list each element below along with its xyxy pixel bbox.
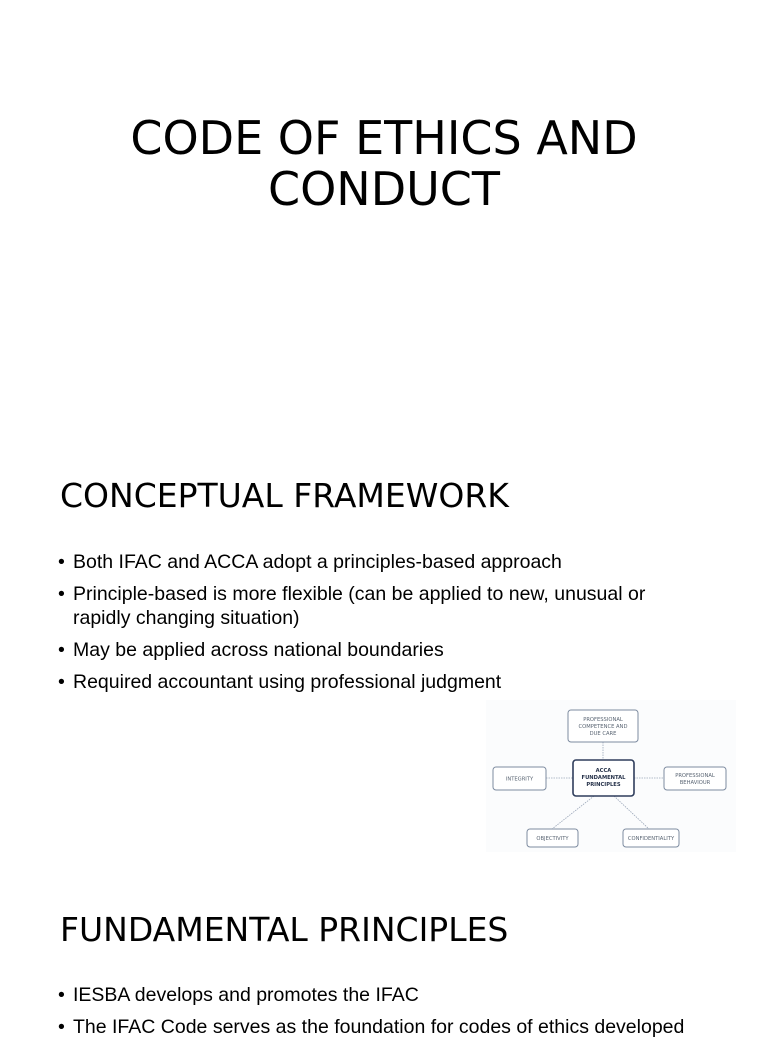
bullet-dot: • <box>58 583 65 605</box>
bullet-dot: • <box>58 671 65 693</box>
principles-diagram <box>486 700 736 852</box>
bullet-text: IESBA develops and promotes the IFAC <box>73 984 419 1006</box>
box-center-line-3: PRINCIPLES <box>586 782 621 788</box>
box-top-line-3: DUE CARE <box>589 731 617 737</box>
bullet-list <box>58 550 708 702</box>
conceptual-framework-slide <box>0 432 768 864</box>
bullet-list <box>58 983 708 1047</box>
box-right-line-1: PROFESSIONAL <box>675 773 715 779</box>
title-slide <box>0 0 768 432</box>
bullet-dot: • <box>58 984 65 1006</box>
bullet-text: Required accountant using professional judgment <box>73 671 502 693</box>
bullet-item <box>58 582 708 630</box>
box-top-line-1: PROFESSIONAL <box>583 717 623 723</box>
connector-bottom-left <box>552 796 594 829</box>
bullet-item <box>58 983 708 1007</box>
fundamental-principles-slide <box>0 864 768 1038</box>
section-title: FUNDAMENTAL PRINCIPLES <box>60 910 509 949</box>
main-title <box>0 113 768 215</box>
bullet-text: The IFAC Code serves as the foundation for codes of ethics developed <box>73 1016 685 1038</box>
main-title-line-2: CONDUCT <box>267 162 501 216</box>
bullet-text: Both IFAC and ACCA adopt a principles-based approach <box>73 551 562 573</box>
box-center-line-1: ACCA <box>595 768 612 774</box>
bullet-text: Principle-based is more flexible (can be applied to new, unusual or rapidly changing situation) <box>73 583 646 629</box>
box-bottom-right-label: CONFIDENTIALITY <box>627 836 675 842</box>
main-title-line-1: CODE OF ETHICS AND <box>130 111 638 165</box>
bullet-item <box>58 670 708 694</box>
bullet-item <box>58 1015 708 1039</box>
box-left-label: INTEGRITY <box>505 776 534 783</box>
bullet-item <box>58 550 708 574</box>
box-center-line-2: FUNDAMENTAL <box>581 775 626 781</box>
bullet-item <box>58 638 708 662</box>
bullet-dot: • <box>58 1016 65 1038</box>
bullet-text: May be applied across national boundaries <box>73 639 444 661</box>
box-top-line-2: COMPETENCE AND <box>578 724 628 730</box>
bullet-dot: • <box>58 639 65 661</box>
box-bottom-left-label: OBJECTIVITY <box>536 836 569 842</box>
connector-bottom-right <box>614 796 649 829</box>
bullet-dot: • <box>58 551 65 573</box>
principles-diagram-svg <box>486 700 736 852</box>
box-right-line-2: BEHAVIOUR <box>679 780 711 786</box>
section-title: CONCEPTUAL FRAMEWORK <box>60 476 509 515</box>
